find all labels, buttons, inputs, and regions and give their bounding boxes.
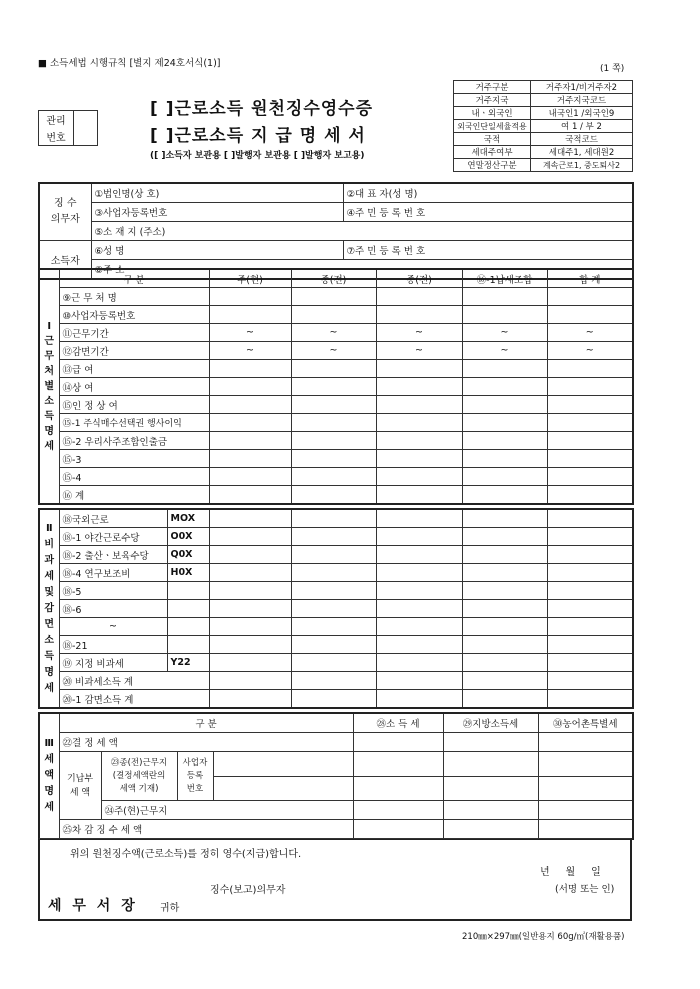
info-label: 국적 (454, 133, 531, 146)
cell[interactable] (376, 600, 462, 618)
rep-name-field[interactable]: ②대 표 자(성 명) (343, 183, 633, 203)
cell[interactable] (538, 733, 633, 752)
section1-table (38, 268, 634, 505)
cell[interactable] (376, 672, 462, 690)
cell[interactable] (547, 546, 633, 564)
cell[interactable] (353, 733, 443, 752)
cell[interactable] (209, 468, 291, 486)
row-label: ⑮-4 (59, 468, 209, 486)
cell[interactable] (462, 396, 547, 414)
cell[interactable] (462, 582, 547, 600)
row-label: ⑱-21 (59, 636, 167, 654)
cell[interactable] (443, 733, 538, 752)
cell[interactable] (291, 450, 376, 468)
row-label: ⑪근무기간 (59, 324, 209, 342)
earner-label: 소득자 (39, 241, 91, 280)
row-label: ⑱-6 (59, 600, 167, 618)
corp-name-field[interactable]: ①법인명(상 호) (91, 183, 343, 203)
cell[interactable] (209, 600, 291, 618)
manage-label-2: 번호 (39, 128, 74, 146)
cell[interactable] (209, 306, 291, 324)
table-row (39, 324, 633, 342)
cell[interactable] (291, 396, 376, 414)
cell[interactable] (209, 509, 291, 528)
section1-header: 합 계 (547, 269, 633, 288)
title-line2: [ ]근로소득 지 급 명 세 서 (150, 126, 366, 146)
cell[interactable] (376, 450, 462, 468)
cell[interactable]: ~ (376, 342, 462, 360)
cell[interactable] (538, 820, 633, 840)
prev-biz-no-field[interactable] (213, 752, 353, 777)
cell[interactable] (547, 600, 633, 618)
cell[interactable] (291, 288, 376, 306)
title-line1: [ ]근로소득 원천징수영수증 (150, 99, 374, 119)
cell[interactable] (291, 672, 376, 690)
sign-field[interactable]: (서명 또는 인) (555, 884, 615, 895)
cell[interactable] (547, 636, 633, 654)
cell[interactable] (462, 564, 547, 582)
withholder-resident-field[interactable]: ④주 민 등 록 번 호 (343, 203, 633, 222)
row-label: ⑳-1 감면소득 계 (59, 690, 209, 709)
prev-work-label: ㉓종(전)근무지 (결정세액란의 세액 기재) (101, 752, 177, 801)
cell[interactable] (376, 509, 462, 528)
cell[interactable] (353, 776, 443, 801)
withholder-address-field[interactable]: ⑤소 재 지 (주소) (91, 222, 633, 241)
withholder-signature-label: 징수(보고)의무자 (210, 885, 286, 896)
cell[interactable] (547, 288, 633, 306)
row-label: ⑱-4 연구보조비 (59, 564, 167, 582)
tax-office: 세 무 서 장 (48, 898, 138, 914)
cell[interactable] (547, 654, 633, 672)
cell[interactable] (376, 288, 462, 306)
cell[interactable] (376, 654, 462, 672)
row-code: O0X (167, 528, 209, 546)
cell[interactable] (291, 378, 376, 396)
table-row (39, 654, 633, 672)
cell[interactable] (376, 690, 462, 709)
cell[interactable] (462, 432, 547, 450)
table-row (39, 432, 633, 450)
manage-number-field[interactable] (74, 111, 98, 146)
cell[interactable] (376, 636, 462, 654)
cell[interactable] (209, 546, 291, 564)
info-label: 세대주여부 (454, 146, 531, 159)
cell[interactable] (376, 564, 462, 582)
table-row (39, 288, 633, 306)
cell[interactable]: ~ (462, 324, 547, 342)
cell[interactable] (209, 564, 291, 582)
info-label: 거주구분 (454, 81, 531, 94)
regulation-header: ■ 소득세법 시행규칙 [별지 제24호서식(1)] (38, 58, 221, 69)
cell[interactable] (376, 546, 462, 564)
cell[interactable] (462, 468, 547, 486)
cell[interactable] (376, 432, 462, 450)
table-row (39, 486, 633, 505)
row-code (167, 618, 209, 636)
cell[interactable] (291, 360, 376, 378)
cell[interactable] (209, 528, 291, 546)
cell[interactable] (291, 636, 376, 654)
info-value: 거주지국코드 (531, 94, 633, 107)
row-label: ⑱-2 출산ㆍ보육수당 (59, 546, 167, 564)
cell[interactable] (209, 486, 291, 505)
cell[interactable] (376, 618, 462, 636)
earner-name-field[interactable]: ⑥성 명 (91, 241, 343, 260)
cell[interactable] (462, 672, 547, 690)
paper-spec: 210㎜×297㎜(일반용지 60g/㎡(재활용품) (462, 932, 625, 942)
row-label: ⑱국외근로 (59, 509, 167, 528)
cell[interactable] (547, 528, 633, 546)
info-value: 여 1 / 부 2 (531, 120, 633, 133)
biz-no-label: 사업자 등록 번호 (177, 752, 213, 801)
cell[interactable] (547, 432, 633, 450)
section1-side-label: Ⅰ 근 무 처 별 소 득 명 세 (39, 269, 59, 504)
cell[interactable] (547, 468, 633, 486)
copy-types: ([ ]소득자 보관용 [ ]발행자 보관용 [ ]발행자 보고용) (150, 151, 365, 161)
cell[interactable] (547, 564, 633, 582)
cell[interactable] (462, 486, 547, 505)
cell[interactable] (462, 450, 547, 468)
cell[interactable] (462, 306, 547, 324)
row-code: H0X (167, 564, 209, 582)
cell[interactable] (353, 820, 443, 840)
table-row (39, 414, 633, 432)
row-label: ⑬급 여 (59, 360, 209, 378)
section3-header: ㉚농어촌특별세 (538, 713, 633, 733)
cell[interactable] (291, 306, 376, 324)
table-row (39, 306, 633, 324)
determined-tax-label: ㉒결 정 세 액 (59, 733, 353, 752)
cell[interactable] (209, 636, 291, 654)
cell[interactable] (462, 618, 547, 636)
section3-header: 구 분 (59, 713, 353, 733)
cell[interactable] (462, 654, 547, 672)
cell[interactable] (376, 528, 462, 546)
row-label: ⑩사업자등록번호 (59, 306, 209, 324)
party-table (38, 182, 634, 280)
cell[interactable] (291, 564, 376, 582)
cell[interactable] (547, 618, 633, 636)
table-row (39, 528, 633, 546)
cell[interactable] (547, 378, 633, 396)
cell[interactable]: ~ (291, 324, 376, 342)
cell[interactable] (547, 396, 633, 414)
table-row (39, 546, 633, 564)
cell[interactable] (291, 600, 376, 618)
row-code: Q0X (167, 546, 209, 564)
table-row (39, 360, 633, 378)
cell[interactable] (462, 360, 547, 378)
cell[interactable] (538, 776, 633, 801)
cell[interactable] (291, 690, 376, 709)
cell[interactable] (209, 288, 291, 306)
cell[interactable] (376, 306, 462, 324)
honorific: 귀하 (160, 903, 180, 914)
cell[interactable] (462, 690, 547, 709)
cell[interactable] (376, 582, 462, 600)
table-row (39, 733, 633, 752)
cell[interactable] (462, 414, 547, 432)
section3-table (38, 712, 634, 840)
row-label: ⑮-1 주식매수선택권 행사이익 (59, 414, 209, 432)
cell[interactable] (462, 546, 547, 564)
cell[interactable] (376, 360, 462, 378)
info-label: 내ㆍ외국인 (454, 107, 531, 120)
cell[interactable] (209, 360, 291, 378)
diff-tax-label: ㉕차 감 징 수 세 액 (59, 820, 353, 840)
row-label: ⑱-1 야간근로수당 (59, 528, 167, 546)
section3-side-label: Ⅲ 세 액 명 세 (39, 713, 59, 839)
row-label: ⑲ 지정 비과세 (59, 654, 167, 672)
prepaid-label: 기납부 세 액 (59, 752, 101, 820)
row-code: Y22 (167, 654, 209, 672)
cell[interactable] (462, 600, 547, 618)
row-label: ⑨근 무 처 명 (59, 288, 209, 306)
cell[interactable] (209, 432, 291, 450)
table-row (39, 820, 633, 840)
row-code: MOX (167, 509, 209, 528)
cell[interactable] (291, 546, 376, 564)
cell[interactable] (209, 618, 291, 636)
date-field[interactable]: 년 월 일 (540, 867, 601, 878)
cell[interactable] (291, 528, 376, 546)
table-row (39, 636, 633, 654)
cell[interactable] (209, 690, 291, 709)
row-code (167, 636, 209, 654)
footer-box (38, 838, 632, 921)
row-label: ~ (59, 618, 167, 636)
row-code (167, 600, 209, 618)
cell[interactable] (547, 509, 633, 528)
earner-address-field[interactable]: ⑧주 소 (91, 260, 633, 280)
row-label: ⑯ 계 (59, 486, 209, 505)
cell[interactable] (547, 582, 633, 600)
table-row (39, 752, 633, 777)
table-row (39, 582, 633, 600)
biz-no-field[interactable]: ③사업자등록번호 (91, 203, 343, 222)
cell[interactable] (443, 752, 538, 777)
page-label: (1 쪽) (600, 64, 625, 74)
section1-header: ⑯-1납세조합 (462, 269, 547, 288)
cell[interactable] (291, 468, 376, 486)
earner-resident-field[interactable]: ⑦주 민 등 록 번 호 (343, 241, 633, 260)
cell[interactable] (291, 618, 376, 636)
info-value: 계속근로1, 중도퇴사2 (531, 159, 633, 172)
table-row (39, 396, 633, 414)
cell[interactable] (538, 752, 633, 777)
cell[interactable] (547, 306, 633, 324)
info-label: 연말정산구분 (454, 159, 531, 172)
cell[interactable] (547, 690, 633, 709)
cell[interactable] (353, 752, 443, 777)
row-code (167, 582, 209, 600)
section2-table (38, 508, 634, 709)
row-label: ⑮인 정 상 여 (59, 396, 209, 414)
section1-header: 주(현) (209, 269, 291, 288)
row-label: ⑳ 비과세소득 계 (59, 672, 209, 690)
cell[interactable] (209, 654, 291, 672)
row-label: ⑱-5 (59, 582, 167, 600)
table-row (39, 564, 633, 582)
cell[interactable]: ~ (209, 324, 291, 342)
cell[interactable] (209, 396, 291, 414)
table-row (39, 450, 633, 468)
cell[interactable] (291, 582, 376, 600)
cell[interactable] (291, 414, 376, 432)
cell[interactable] (538, 801, 633, 820)
table-row (39, 690, 633, 709)
cell[interactable] (376, 396, 462, 414)
cell[interactable] (376, 414, 462, 432)
cell[interactable]: ~ (462, 342, 547, 360)
manage-number-box (38, 110, 98, 146)
table-row (39, 509, 633, 528)
cell[interactable] (443, 776, 538, 801)
cell[interactable] (376, 468, 462, 486)
cell[interactable] (547, 672, 633, 690)
cell[interactable] (291, 509, 376, 528)
cell[interactable] (209, 672, 291, 690)
cell[interactable]: ~ (376, 324, 462, 342)
row-label: ⑮-3 (59, 450, 209, 468)
row-label: ⑮-2 우리사주조합인출금 (59, 432, 209, 450)
cell[interactable] (376, 486, 462, 505)
cell[interactable] (209, 378, 291, 396)
manage-label-1: 관리 (39, 111, 74, 129)
cell[interactable] (209, 414, 291, 432)
cell[interactable] (547, 486, 633, 505)
cell[interactable] (462, 636, 547, 654)
cell[interactable] (443, 801, 538, 820)
cell[interactable] (547, 414, 633, 432)
info-label: 거주지국 (454, 94, 531, 107)
section1-header: 종(전) (291, 269, 376, 288)
prev-biz-no-field[interactable] (213, 776, 353, 801)
row-label: ⑫감면기간 (59, 342, 209, 360)
info-value: 세대주1, 세대원2 (531, 146, 633, 159)
cell[interactable]: ~ (209, 342, 291, 360)
section1-header: 종(전) (376, 269, 462, 288)
current-work-label: ㉔주(현)근무지 (101, 801, 353, 820)
cell[interactable] (443, 820, 538, 840)
row-label: ⑭상 여 (59, 378, 209, 396)
table-row (39, 468, 633, 486)
cell[interactable]: ~ (547, 324, 633, 342)
cell[interactable] (462, 509, 547, 528)
cell[interactable] (462, 288, 547, 306)
cell[interactable] (353, 801, 443, 820)
section1-header: 구 분 (59, 269, 209, 288)
cell[interactable] (547, 450, 633, 468)
cell[interactable] (291, 654, 376, 672)
cell[interactable] (209, 450, 291, 468)
table-row (39, 378, 633, 396)
table-row (39, 672, 633, 690)
cell[interactable]: ~ (547, 342, 633, 360)
info-label: 외국인단일세율적용 (454, 120, 531, 133)
cell[interactable] (209, 582, 291, 600)
cell[interactable] (291, 486, 376, 505)
cell[interactable]: ~ (291, 342, 376, 360)
table-row (39, 342, 633, 360)
table-row (39, 600, 633, 618)
info-value: 거주자1/비거주자2 (531, 81, 633, 94)
cell[interactable] (376, 378, 462, 396)
cell[interactable] (547, 360, 633, 378)
info-table (453, 80, 633, 172)
section3-header: ㉙지방소득세 (443, 713, 538, 733)
cell[interactable] (462, 528, 547, 546)
statement: 위의 원천징수액(근로소득)를 정히 영수(지급)합니다. (70, 849, 302, 860)
cell[interactable] (462, 378, 547, 396)
section2-side-label: Ⅱ 비 과 세 및 감 면 소 득 명 세 (39, 509, 59, 708)
table-row (39, 618, 633, 636)
info-value: 국적코드 (531, 133, 633, 146)
info-value: 내국인1 /외국인9 (531, 107, 633, 120)
withholder-label: 징 수 의무자 (39, 183, 91, 241)
cell[interactable] (291, 432, 376, 450)
table-row (39, 801, 633, 820)
section3-header: ㉘소 득 세 (353, 713, 443, 733)
